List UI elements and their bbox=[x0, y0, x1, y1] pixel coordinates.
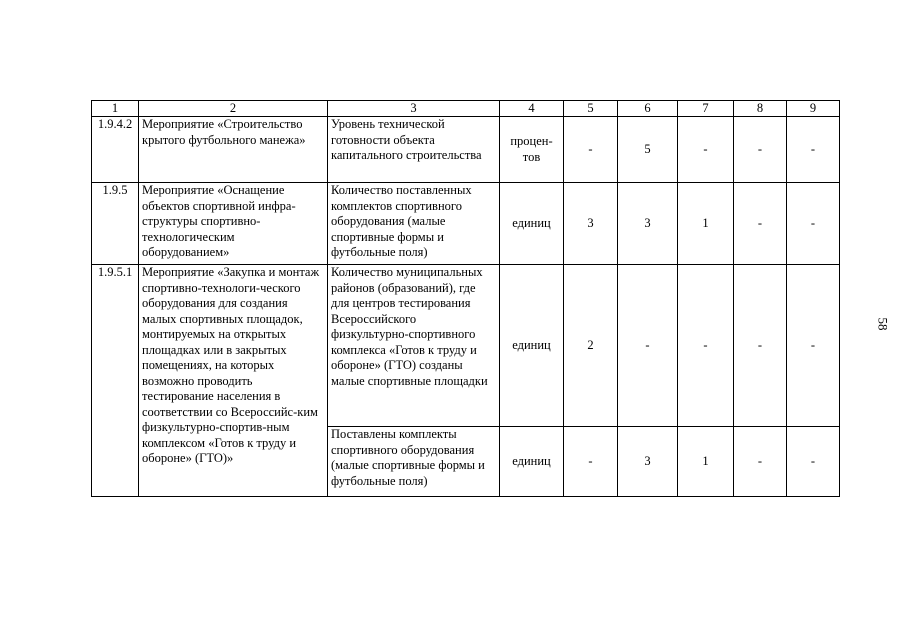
indicators-table bbox=[91, 100, 840, 497]
header-cell: 4 bbox=[500, 101, 564, 117]
table-row bbox=[92, 265, 840, 427]
row-number: 1.9.5.1 bbox=[92, 265, 139, 497]
table-row bbox=[92, 117, 840, 183]
header-cell: 2 bbox=[139, 101, 328, 117]
indicator-cell: Уровень технической готовности объекта капитального строительства bbox=[328, 117, 500, 183]
value-cell: - bbox=[787, 117, 840, 183]
indicator-cell: Поставлены комплекты спортивного оборудования (малые спортивные формы и футбольные поля) bbox=[328, 427, 500, 497]
value-cell: - bbox=[734, 183, 787, 265]
value-cell: - bbox=[678, 265, 734, 427]
table-header-row bbox=[92, 101, 840, 117]
value-cell: - bbox=[787, 183, 840, 265]
value-cell: - bbox=[564, 427, 618, 497]
value-cell: - bbox=[564, 117, 618, 183]
header-cell: 6 bbox=[618, 101, 678, 117]
header-cell: 3 bbox=[328, 101, 500, 117]
value-cell: 2 bbox=[564, 265, 618, 427]
header-cell: 1 bbox=[92, 101, 139, 117]
value-cell: 3 bbox=[618, 427, 678, 497]
header-cell: 5 bbox=[564, 101, 618, 117]
row-number: 1.9.4.2 bbox=[92, 117, 139, 183]
value-cell: 3 bbox=[564, 183, 618, 265]
unit-cell: единиц bbox=[500, 265, 564, 427]
page-number: 58 bbox=[875, 317, 891, 331]
row-number: 1.9.5 bbox=[92, 183, 139, 265]
value-cell: 1 bbox=[678, 427, 734, 497]
value-cell: - bbox=[787, 427, 840, 497]
indicator-cell: Количество поставленных комплектов спортивного оборудования (малые спортивные формы и футбольные поля) bbox=[328, 183, 500, 265]
event-cell: Мероприятие «Закупка и монтаж спортивно-технологи-ческого оборудования для создания малых спортивных площадок, монтируемых на открытых площадках или в закрытых помещениях, на которых возможно проводить тестирование населения в соответствии со Всероссийс-ким физкультурно-спортив-ным комплексом «Готов к труду и обороне» (ГТО)» bbox=[139, 265, 328, 497]
unit-cell: единиц bbox=[500, 427, 564, 497]
value-cell: - bbox=[734, 427, 787, 497]
value-cell: 5 bbox=[618, 117, 678, 183]
header-cell: 9 bbox=[787, 101, 840, 117]
event-cell: Мероприятие «Оснащение объектов спортивной инфра-структуры спортивно-технологическим оборудованием» bbox=[139, 183, 328, 265]
unit-cell: процен-тов bbox=[500, 117, 564, 183]
header-cell: 7 bbox=[678, 101, 734, 117]
table-row bbox=[92, 183, 840, 265]
value-cell: - bbox=[734, 265, 787, 427]
value-cell: - bbox=[734, 117, 787, 183]
value-cell: - bbox=[618, 265, 678, 427]
header-cell: 8 bbox=[734, 101, 787, 117]
value-cell: 1 bbox=[678, 183, 734, 265]
value-cell: 3 bbox=[618, 183, 678, 265]
value-cell: - bbox=[678, 117, 734, 183]
event-cell: Мероприятие «Строительство крытого футбольного манежа» bbox=[139, 117, 328, 183]
indicator-cell: Количество муниципальных районов (образований), где для центров тестирования Всероссийского физкультурно-спортивного комплекса «Готов к труду и обороне» (ГТО) созданы малые спортивные площадки bbox=[328, 265, 500, 427]
value-cell: - bbox=[787, 265, 840, 427]
unit-cell: единиц bbox=[500, 183, 564, 265]
